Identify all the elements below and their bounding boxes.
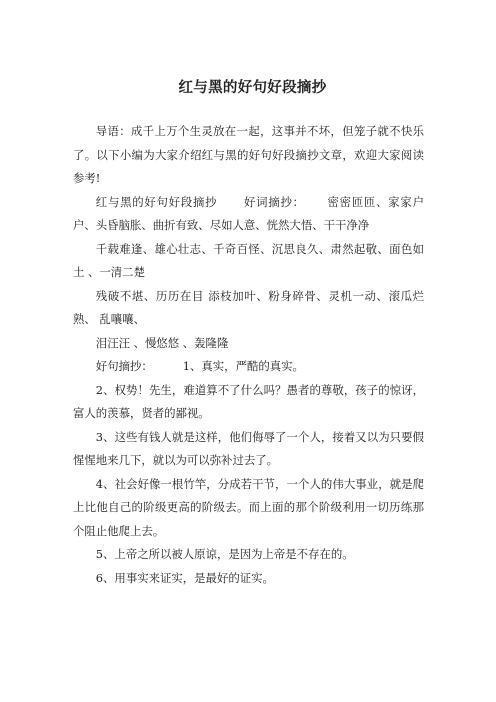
words-heading: 红与黑的好句好段摘抄 [95,194,218,209]
words-label: 好词摘抄： [243,194,305,209]
sentence-5: 5、上帝之所以被人原谅，是因为上帝是不存在的。 [95,547,354,561]
words-line-4: 泪汪汪 、慢悠悠 、轰隆隆 [95,335,229,350]
words-heading-paragraph [73,191,424,238]
sentence-2: 2、权势！先生，难道算不了什么吗？愚者的尊敬，孩子的惊讶，富人的羡慕，贤者的鄙视。 [73,382,424,420]
words-line-1: 密密匝匝、家家户户、头昏脑胀、曲折有致、尽如人意、恍然大悟、干干净净 [73,194,424,232]
sentence-6: 6、用事实来证实，是最好的证实。 [95,570,274,585]
words-line-3: 残破不堪、历历在目 添枝加叶、粉身碎骨、灵机一动、滚瓜烂熟、 乱嚷嚷、 [73,288,424,326]
sentences-heading-paragraph [73,355,424,379]
intro-paragraph: 导语：成千上万个生灵放在一起，这事并不坏，但笼子就不快乐了。以下小编为大家介绍红与黑的好句好段摘抄文章，欢迎大家阅读参考! [73,124,424,185]
sentence-1: 1、真实，严酷的真实。 [182,359,304,373]
document-title: 红与黑的好句好段摘抄 [178,80,327,96]
sentence-3: 3、这些有钱人就是这样，他们侮辱了一个人，接着又以为只要假惺惺地来几下，就以为可以弥补过去了。 [73,429,424,467]
sentence-4: 4、社会好像一根竹竿，分成若干节，一个人的伟大事业，就是爬上比他自己的阶级更高的阶级去。而上面的那个阶级利用一切历练那个阻止他爬上去。 [73,476,424,538]
words-line-2: 千载难逢、雄心壮志、千奇百怪、沉思良久、肃然起敬、面色如土 、一清二楚 [73,241,424,279]
sentences-label: 好句摘抄： [95,359,153,373]
